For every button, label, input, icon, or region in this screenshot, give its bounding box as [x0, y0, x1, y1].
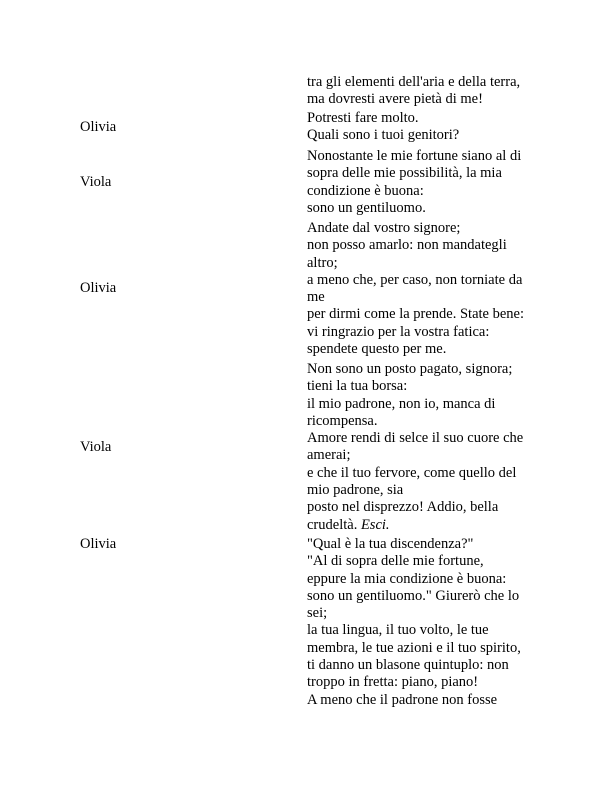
dialogue-line: sopra delle mie possibilità, la mia	[307, 165, 502, 182]
dialogue-line: non posso amarlo: non mandategli	[307, 237, 507, 254]
dialogue-line: spendete questo per me.	[307, 341, 447, 358]
dialogue-line: eppure la mia condizione è buona:	[307, 570, 507, 587]
dialogue-line: A meno che il padrone non fosse	[307, 691, 498, 708]
dialogue-text	[307, 148, 539, 217]
dialogue-line: Nonostante le mie fortune siano al di	[307, 148, 522, 164]
dialogue-line: tieni la tua borsa:	[307, 378, 408, 395]
speaker-name: Viola	[80, 174, 112, 190]
dialogue-line: Quali sono i tuoi genitori?	[307, 127, 460, 144]
dialogue-text	[307, 74, 539, 109]
dialogue-line-text: crudeltà.	[307, 516, 361, 533]
dialogue-text	[307, 536, 539, 709]
dialogue-line: altro;	[307, 254, 338, 271]
dialogue-line: la tua lingua, il tuo volto, le tue	[307, 622, 489, 639]
dialogue-line: membra, le tue azioni e il tuo spirito,	[307, 639, 521, 656]
dialogue-text	[307, 220, 539, 358]
dialogue-line: Non sono un posto pagato, signora;	[307, 361, 513, 377]
dialogue-line: vi ringrazio per la vostra fatica:	[307, 323, 490, 340]
stage-direction: Esci.	[360, 516, 390, 533]
dialogue-line: per dirmi come la prende. State bene:	[307, 306, 525, 323]
dialogue-line: sono un gentiluomo.	[307, 199, 426, 216]
dialogue-line: ti danno un blasone quintuplo: non	[307, 657, 509, 674]
dialogue-line: Andate dal vostro signore;	[307, 220, 461, 236]
dialogue-line	[307, 517, 539, 534]
dialogue-line: condizione è buona:	[307, 182, 424, 199]
dialogue-line: tra gli elementi dell'aria e della terra,	[307, 74, 521, 90]
dialogue-line: ricompensa.	[307, 412, 378, 429]
dialogue-line: me	[307, 289, 325, 306]
dialogue-line: Amore rendi di selce il suo cuore che	[307, 430, 524, 447]
speaker-name: Olivia	[80, 536, 117, 552]
dialogue-line: "Al di sopra delle mie fortune,	[307, 553, 484, 570]
speaker-name: Olivia	[80, 280, 117, 296]
dialogue-line: Potresti fare molto.	[307, 110, 419, 126]
dialogue-line: sono un gentiluomo." Giurerò che lo	[307, 587, 520, 604]
speaker-name: Viola	[80, 439, 112, 455]
dialogue-line: il mio padrone, non io, manca di	[307, 395, 496, 412]
speaker-name: Olivia	[80, 119, 117, 135]
dialogue-line: e che il tuo fervore, come quello del	[307, 464, 517, 481]
dialogue-line: posto nel disprezzo! Addio, bella	[307, 499, 499, 516]
dialogue-line: "Qual è la tua discendenza?"	[307, 536, 474, 552]
dialogue-text	[307, 110, 539, 145]
dialogue-line: amerai;	[307, 447, 351, 464]
dialogue-text	[307, 361, 539, 534]
dialogue-line: mio padrone, sia	[307, 482, 404, 499]
dialogue-line: troppo in fretta: piano, piano!	[307, 674, 479, 691]
dialogue-line: sei;	[307, 605, 328, 622]
dialogue-line: ma dovresti avere pietà di me!	[307, 91, 483, 108]
dialogue-line: a meno che, per caso, non torniate da	[307, 271, 523, 288]
